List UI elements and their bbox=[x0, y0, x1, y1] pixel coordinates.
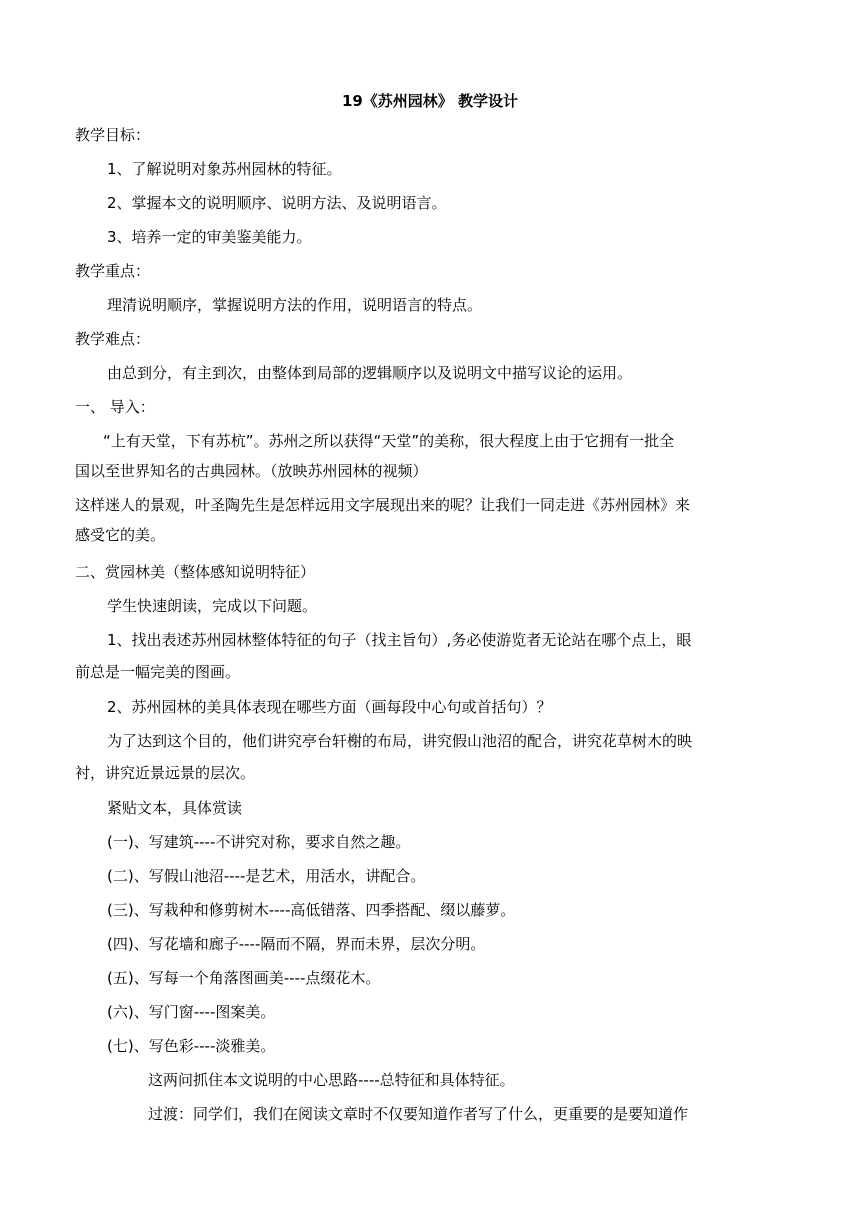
point-5: (五)、写每一个角落图画美----点缀花木。 bbox=[107, 969, 381, 987]
document-title: 19《苏州园林》 教学设计 bbox=[341, 92, 519, 110]
question-1-line-1: 1、找出表述苏州园林整体特征的句子（找主旨句）,务必使游览者无论站在哪个点上，眼 bbox=[107, 631, 692, 649]
intro-line-2: 国以至世界知名的古典园林。（放映苏州园林的视频） bbox=[75, 462, 428, 480]
key-points-heading: 教学重点： bbox=[75, 262, 151, 280]
difficulties-heading: 教学难点： bbox=[75, 330, 151, 348]
point-4: (四)、写花墙和廊子----隔而不隔，界而未界，层次分明。 bbox=[107, 935, 486, 953]
summary: 这两问抓住本文说明的中心思路----总特征和具体特征。 bbox=[148, 1071, 515, 1089]
objective-3: 3、培养一定的审美鉴美能力。 bbox=[107, 228, 312, 246]
point-1: (一)、写建筑----不讲究对称，要求自然之趣。 bbox=[107, 833, 411, 851]
difficulties-text: 由总到分，有主到次，由整体到局部的逻辑顺序以及说明文中描写议论的运用。 bbox=[107, 364, 633, 382]
close-reading: 紧贴文本，具体赏读 bbox=[107, 799, 243, 817]
reading-task: 学生快速朗读，完成以下问题。 bbox=[107, 597, 318, 615]
question-2: 2、苏州园林的美具体表现在哪些方面（画每段中心句或首括句）？ bbox=[107, 698, 552, 716]
objectives-heading: 教学目标： bbox=[75, 126, 151, 144]
objective-2: 2、掌握本文的说明顺序、说明方法、及说明语言。 bbox=[107, 194, 447, 212]
point-2: (二)、写假山池沼----是艺术，用活水，讲配合。 bbox=[107, 867, 426, 885]
section-2-heading: 二、赏园林美（整体感知说明特征） bbox=[75, 563, 316, 581]
key-points-text: 理清说明顺序，掌握说明方法的作用，说明语言的特点。 bbox=[107, 296, 483, 314]
intro-line-4: 感受它的美。 bbox=[75, 526, 166, 544]
answer-line-2: 衬，讲究近景远景的层次。 bbox=[75, 764, 256, 782]
intro-line-1: “上有天堂，下有苏杭”。苏州之所以获得“天堂”的美称，很大程度上由于它拥有一批全 bbox=[103, 432, 675, 450]
answer-line-1: 为了达到这个目的，他们讲究亭台轩榭的布局，讲究假山池沼的配合，讲究花草树木的映 bbox=[107, 732, 693, 750]
point-3: (三)、写栽种和修剪树木----高低错落、四季搭配、缀以藤萝。 bbox=[107, 901, 516, 919]
point-7: (七)、写色彩----淡雅美。 bbox=[107, 1037, 276, 1055]
intro-line-3: 这样迷人的景观，叶圣陶先生是怎样远用文字展现出来的呢？让我们一同走进《苏州园林》来 bbox=[75, 496, 691, 514]
section-1-heading: 一、 导入： bbox=[75, 398, 155, 416]
transition: 过渡：同学们，我们在阅读文章时不仅要知道作者写了什么，更重要的是要知道作 bbox=[148, 1105, 689, 1123]
point-6: (六)、写门窗----图案美。 bbox=[107, 1003, 276, 1021]
objective-1: 1、了解说明对象苏州园林的特征。 bbox=[107, 160, 342, 178]
question-1-line-2: 前总是一幅完美的图画。 bbox=[75, 663, 241, 681]
